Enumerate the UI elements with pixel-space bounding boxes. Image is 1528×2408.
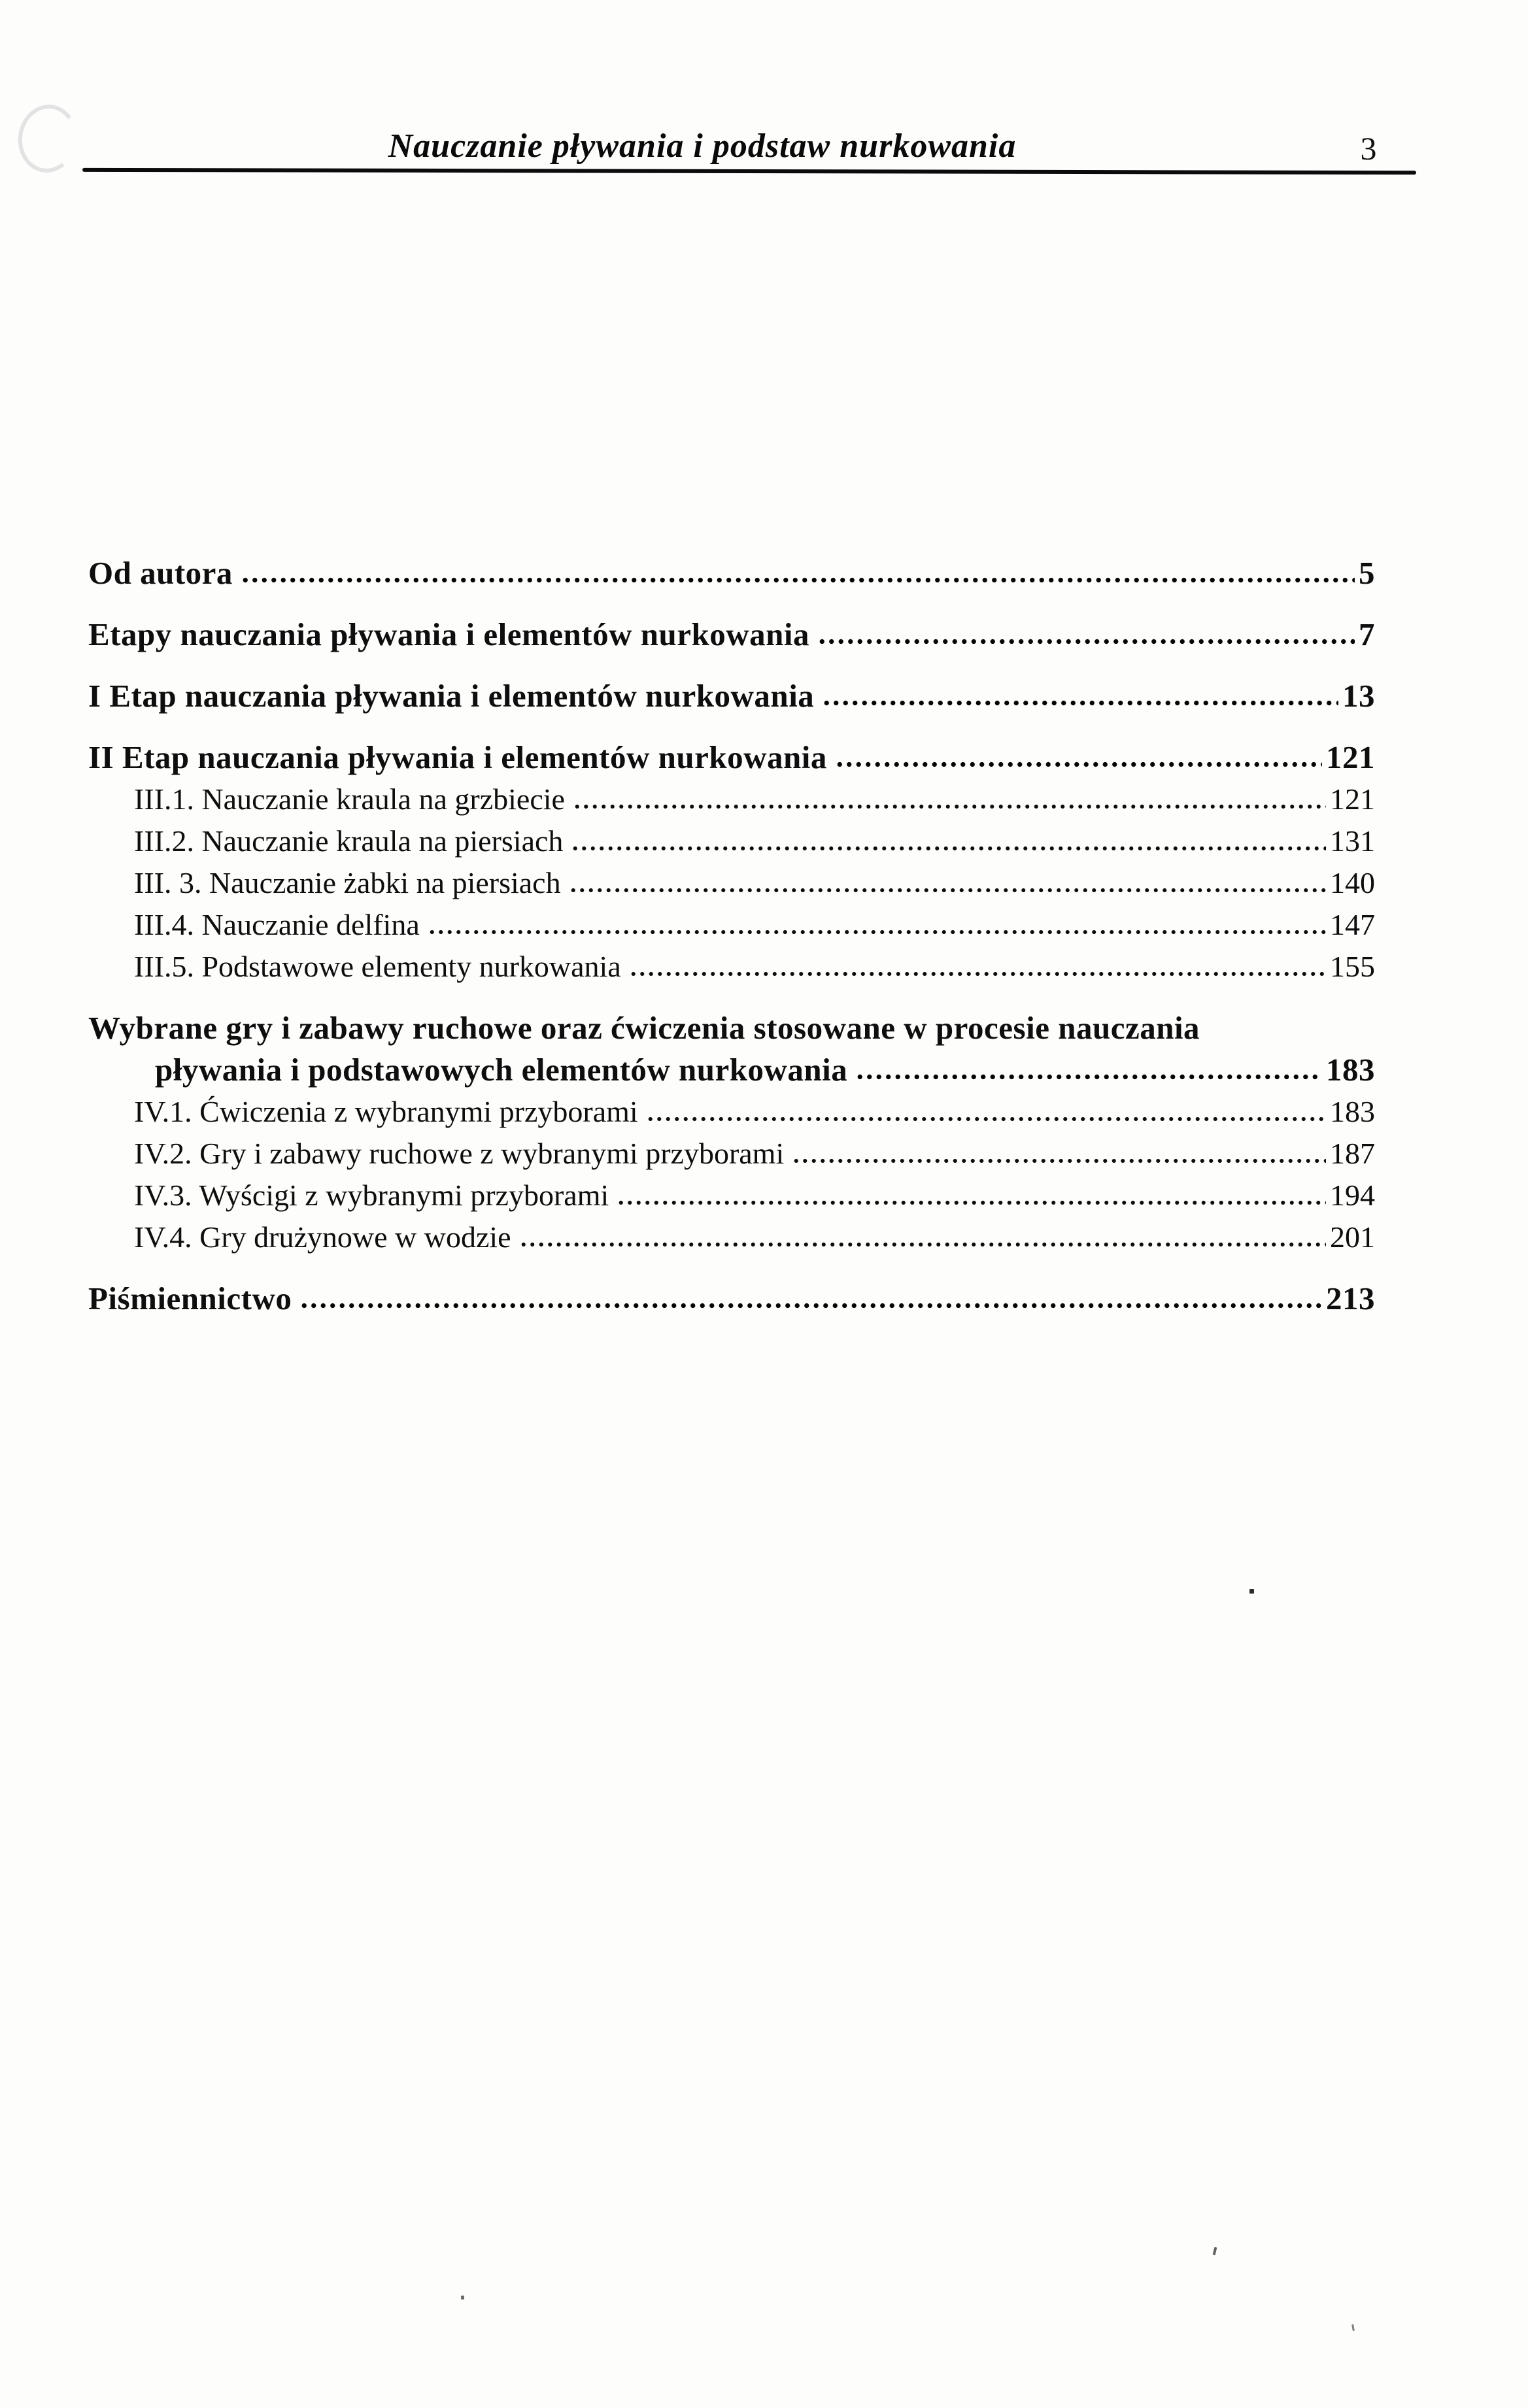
scan-speck: [461, 2296, 464, 2299]
toc-entry-label: I Etap nauczania pływania i elementów nurkowania: [88, 678, 815, 714]
toc-entry-page: 187: [1330, 1137, 1375, 1170]
toc-entry: [88, 820, 1375, 862]
dot-leader: [569, 862, 1326, 904]
toc-entry-label: III.1. Nauczanie kraula na grzbiecie: [134, 782, 565, 816]
toc-entry-label: III.4. Nauczanie delfina: [134, 908, 420, 941]
toc-entry: [88, 552, 1375, 594]
toc-entry-label: II Etap nauczania pływania i elementów nurkowania: [88, 739, 827, 775]
dot-leader: [835, 737, 1322, 778]
toc-entry-page: 183: [1330, 1095, 1375, 1128]
toc-entry-label: IV.3. Wyścigi z wybranymi przyborami: [134, 1179, 609, 1212]
dot-leader: [573, 778, 1326, 820]
toc-entry-page: 7: [1359, 616, 1375, 652]
toc-entry: [88, 1049, 1375, 1091]
toc-entry: [88, 1175, 1375, 1216]
toc-entry-page: 13: [1342, 678, 1375, 714]
toc-entry-page: 183: [1326, 1052, 1375, 1088]
toc-entry-label: III.5. Podstawowe elementy nurkowania: [134, 950, 621, 983]
toc-entry-page: 131: [1330, 824, 1375, 858]
toc-entry-label: III.2. Nauczanie kraula na piersiach: [134, 824, 564, 858]
dot-leader: [519, 1216, 1326, 1258]
toc-entry: [88, 1091, 1375, 1133]
toc-entry: [88, 1133, 1375, 1175]
toc-entry-label: pływania i podstawowych elementów nurkowania: [155, 1052, 848, 1088]
dot-leader: [617, 1175, 1326, 1216]
toc-entry-page: 5: [1359, 555, 1375, 591]
running-header-title: Nauczanie pływania i podstaw nurkowania: [388, 127, 1017, 165]
toc-entry-multiline: [88, 1007, 1375, 1091]
dot-leader: [571, 820, 1326, 862]
scan-speck: [1351, 2324, 1355, 2331]
toc-entry: [88, 1278, 1375, 1320]
scan-ghost-mark: [14, 101, 82, 176]
toc-entry-label: IV.1. Ćwiczenia z wybranymi przyborami: [134, 1095, 638, 1128]
toc-entry-label: Wybrane gry i zabawy ruchowe oraz ćwiczenia stosowane w procesie nauczania: [88, 1010, 1200, 1046]
toc-entry-label: Piśmiennictwo: [88, 1280, 292, 1316]
toc-entry: [88, 904, 1375, 946]
toc-entry-label: Etapy nauczania pływania i elementów nurkowania: [88, 616, 809, 652]
toc-entry: [88, 946, 1375, 988]
toc-entry: [88, 737, 1375, 778]
scan-speck: [1249, 1589, 1254, 1594]
toc-entry-label: III. 3. Nauczanie żabki na piersiach: [134, 866, 561, 899]
dot-leader: [629, 946, 1326, 988]
header-rule: [82, 168, 1416, 175]
toc-entry-label: IV.2. Gry i zabawy ruchowe z wybranymi przyborami: [134, 1137, 785, 1170]
dot-leader: [855, 1049, 1322, 1091]
dot-leader: [428, 904, 1326, 946]
scan-speck: [1213, 2247, 1217, 2256]
dot-leader: [646, 1091, 1326, 1133]
toc-entry-page: 147: [1330, 908, 1375, 941]
toc-entry-page: 155: [1330, 950, 1375, 983]
dot-leader: [822, 675, 1338, 717]
header-page-number: 3: [1360, 130, 1377, 167]
toc-entry: [88, 862, 1375, 904]
toc-entry-page: 121: [1330, 782, 1375, 816]
toc-entry: [88, 778, 1375, 820]
dot-leader: [817, 614, 1355, 656]
toc-entry: [88, 1216, 1375, 1258]
table-of-contents: [88, 552, 1375, 1320]
toc-entry: [88, 614, 1375, 656]
toc-entry-page: 213: [1326, 1280, 1375, 1316]
dot-leader: [299, 1278, 1322, 1320]
dot-leader: [241, 552, 1355, 594]
toc-entry-label: IV.4. Gry drużynowe w wodzie: [134, 1220, 511, 1254]
dot-leader: [792, 1133, 1326, 1175]
toc-entry-label: Od autora: [88, 555, 233, 591]
toc-entry-page: 140: [1330, 866, 1375, 899]
toc-entry-page: 121: [1326, 739, 1375, 775]
toc-entry-page: 201: [1330, 1220, 1375, 1254]
toc-entry-page: 194: [1330, 1179, 1375, 1212]
toc-entry: [88, 675, 1375, 717]
